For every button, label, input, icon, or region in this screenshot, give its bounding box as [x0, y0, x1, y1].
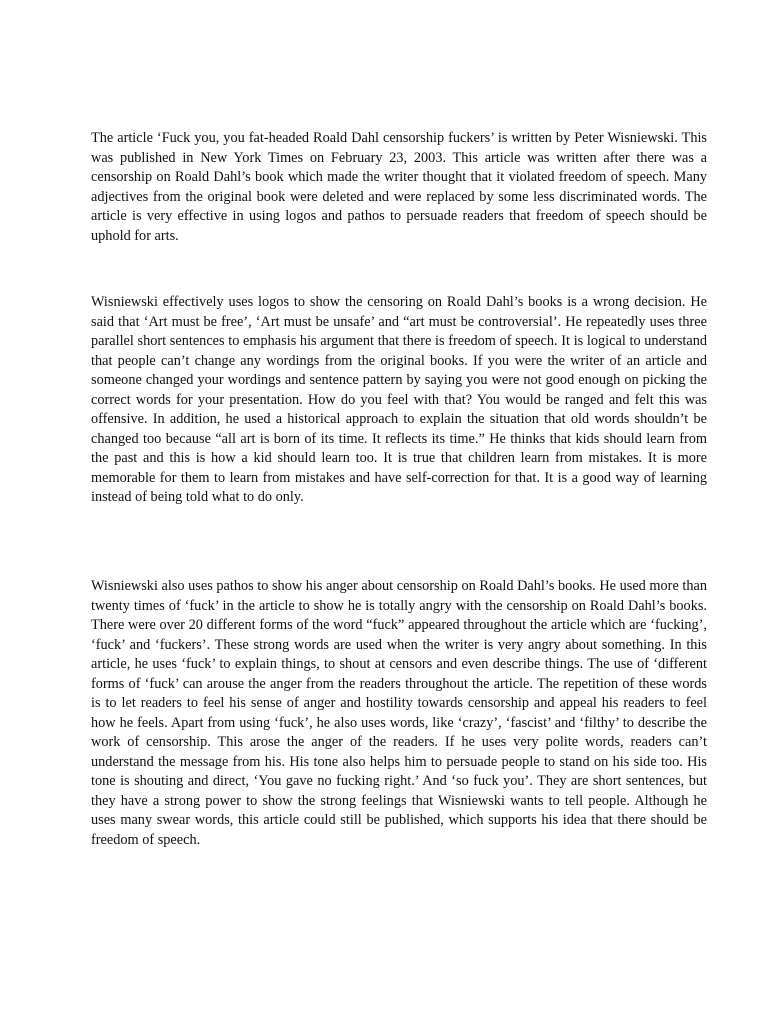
paragraph-pathos: Wisniewski also uses pathos to show his anger about censorship on Roald Dahl’s books. He used more than twenty times of ‘fuck’ in the article to show he is totally angry with the censorship on Roald Dahl’s books. There were over 20 different forms of the word “fuck” appeared throughout the article which are ‘fucking’, ‘fuck’ and ‘fuckers’. These strong words are used when the writer is very angry about something. In this article, he uses ‘fuck’ to explain things, to shout at censors and even describe things. The use of ‘different forms of ‘fuck’ can arouse the anger from the readers throughout the article. The repetition of these words is to let readers to feel his sense of anger and hostility towards censorship and appeal his readers to feel how he feels. Apart from using ‘fuck’, he also uses words, like ‘crazy’, ‘fascist’ and ‘filthy’ to describe the work of censorship. This arose the anger of the readers. If he uses very polite words, readers can’t understand the message from his. His tone also helps him to persuade people to stand on his side too. His tone is shouting and direct, ‘You gave no fucking right.’ And ‘so fuck you’. They are short sentences, but they have a strong power to show the strong feelings that Wisniewski wants to tell people. Although he uses many swear words, this article could still be published, which supports his idea that there should be freedom of speech.	[91, 578, 707, 848]
paragraph-logos: Wisniewski effectively uses logos to show the censoring on Roald Dahl’s books is a wrong decision. He said that ‘Art must be free’, ‘Art must be unsafe’ and “art must be controversial’. He repeatedly uses three parallel short sentences to emphasis his argument that there is freedom of speech. It is logical to understand that people can’t change any wordings from the original books. If you were the writer of an article and someone changed your wordings and sentence pattern by saying you were not good enough on picking the correct words for your presentation. How do you feel with that? You would be ranged and felt this was offensive. In addition, he used a historical approach to explain the situation that old words shouldn’t be changed too because “all art is born of its time. It reflects its time.” He thinks that kids should learn from the past and this is how a kid should learn too. It is true that children learn from mistakes. It is more memorable for them to learn from mistakes and have self-correction for that. It is a good way of learning instead of being told what to do only.	[91, 294, 707, 505]
paragraph-introduction: The article ‘Fuck you, you fat-headed Roald Dahl censorship fuckers’ is written by Peter Wisniewski. This was published in New York Times on February 23, 2003. This article was written after there was a censorship on Roald Dahl’s book which made the writer thought that it violated freedom of speech. Many adjectives from the original book were deleted and were replaced by some less discriminated words. The article is very effective in using logos and pathos to persuade readers that freedom of speech should be uphold for arts.	[91, 130, 707, 244]
